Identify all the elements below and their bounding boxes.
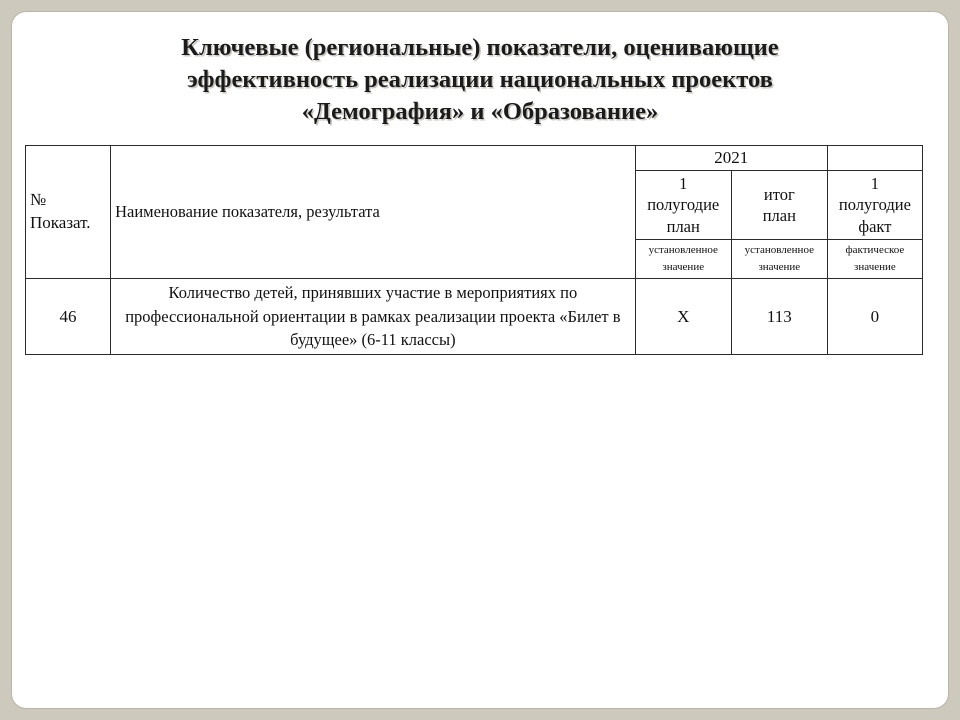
indicators-table-wrapper <box>25 145 923 355</box>
header-number-line2: Показат. <box>30 213 91 233</box>
header-sub1-line2: полугодие <box>647 195 720 215</box>
header-cell-half-year-plan <box>635 171 731 240</box>
header-sub1-line1: 1 <box>679 174 688 193</box>
header-sub2-line2: план <box>762 206 796 226</box>
header-note2-line1: установленное <box>744 244 814 257</box>
header-sub2-line1: итог <box>763 184 795 204</box>
cell-indicator-name: Количество детей, принявших участие в мероприятиях по профессиональной ориентации в рамках реализации проекта «Билет в будущее» (6-11 классы) <box>111 279 636 354</box>
header-number-line1: № <box>30 190 47 210</box>
header-sub1-line3: план <box>666 216 700 236</box>
cell-half-year-fact: 0 <box>827 279 922 354</box>
cell-indicator-number: 46 <box>26 279 111 354</box>
header-note1-line2: значение <box>662 261 705 274</box>
header-note1-line1: установленное <box>648 244 718 257</box>
indicators-table <box>25 145 923 355</box>
header-cell-name: Наименование показателя, результата <box>111 146 636 279</box>
header-note-established-2 <box>731 240 827 279</box>
header-sub3-line1: 1 <box>870 174 880 193</box>
header-sub3-line2: полугодие <box>838 195 911 215</box>
header-sub3-line3: факт <box>858 216 892 236</box>
header-cell-half-year-fact <box>827 171 922 240</box>
header-cell-year: 2021 <box>635 146 827 171</box>
header-note3-line2: значение <box>854 261 896 274</box>
page-title: Ключевые (региональные) показатели, оценивающие эффективность реализации национальных проектов «Демография» и «Образование» <box>181 34 779 125</box>
header-note2-line2: значение <box>758 261 801 274</box>
header-cell-total-plan <box>731 171 827 240</box>
table-header-row-year <box>26 146 923 171</box>
header-note-actual <box>827 240 922 279</box>
table-row <box>26 279 923 354</box>
cell-half-year-plan: X <box>635 279 731 354</box>
slide <box>12 12 948 708</box>
header-cell-empty <box>827 146 922 171</box>
slide-content <box>12 12 948 708</box>
header-note-established-1 <box>635 240 731 279</box>
header-note3-line1: фактическое <box>845 244 905 257</box>
cell-total-plan: 113 <box>731 279 827 354</box>
header-cell-number <box>26 146 111 279</box>
